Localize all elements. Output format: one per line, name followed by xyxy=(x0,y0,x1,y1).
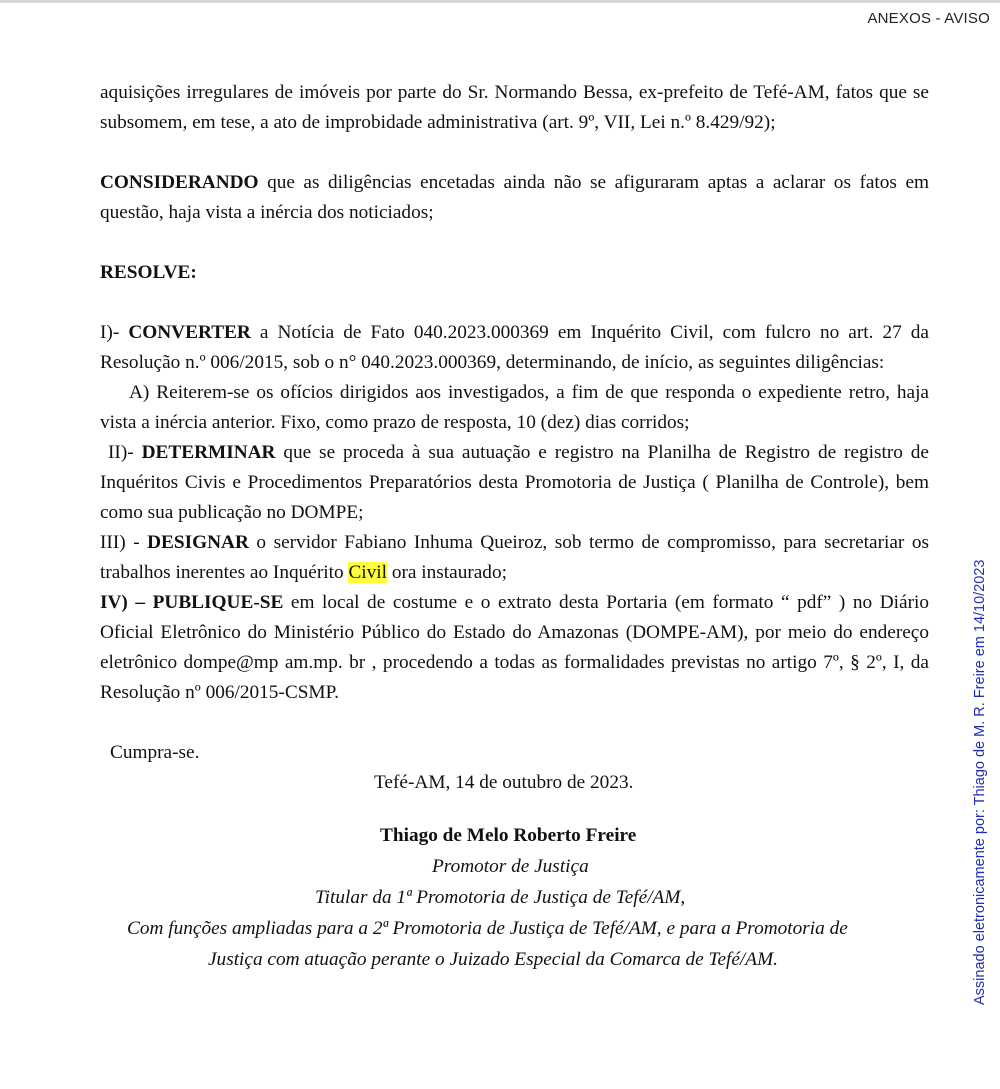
document-body xyxy=(100,78,929,975)
signatory-title: Titular da 1ª Promotoria de Justiça de Tefé/AM, xyxy=(315,887,686,908)
resolve-label: RESOLVE: xyxy=(100,262,197,283)
highlighted-word: Civil xyxy=(348,562,388,583)
top-border xyxy=(0,0,1000,3)
date-line: Tefé-AM, 14 de outubro de 2023. xyxy=(374,772,634,793)
section-header: ANEXOS - AVISO xyxy=(867,10,990,27)
item-iii-verb: DESIGNAR xyxy=(147,532,249,553)
item-iii-text-end: ora instaurado; xyxy=(387,562,507,583)
paragraph-considerando xyxy=(100,168,929,228)
signatory-functions: Com funções ampliadas para a 2ª Promotoria de Justiça de Tefé/AM, e para a Promotoria de xyxy=(127,918,848,939)
item-i-verb: CONVERTER xyxy=(128,322,251,343)
item-ii-verb: DETERMINAR xyxy=(141,442,276,463)
item-iii xyxy=(100,528,929,588)
item-iv-verb: IV) – PUBLIQUE-SE xyxy=(100,592,284,613)
item-ii-prefix: II)- xyxy=(108,442,142,463)
item-a: A) Reiterem-se os ofícios dirigidos aos investigados, a fim de que responda o expediente retro, haja vista a inércia anterior. Fixo, como prazo de resposta, 10 (dez) dias corridos; xyxy=(100,382,929,433)
item-iv xyxy=(100,588,929,708)
cumpra-se: Cumpra-se. xyxy=(110,742,200,763)
electronic-signature-stamp: Assinado eletronicamente por: Thiago de M. R. Freire em 14/10/2023 xyxy=(972,559,988,1005)
paragraph-intro: aquisições irregulares de imóveis por parte do Sr. Normando Bessa, ex-prefeito de Tefé-AM, fatos que se subsomem, em tese, a ato de improbidade administrativa (art. 9º, VII, Lei n.º 8.429/92); xyxy=(100,82,929,133)
signature-block xyxy=(100,820,929,975)
item-i-prefix: I)- xyxy=(100,322,129,343)
item-iii-prefix: III) - xyxy=(100,532,148,553)
signatory-functions-cont: Justiça com atuação perante o Juizado Especial da Comarca de Tefé/AM. xyxy=(208,949,778,970)
item-ii-text: que se proceda à sua autuação e registro na Planilha de Registro de registro de Inquéritos Civis e Procedimentos Preparatórios desta Promotoria de Justiça ( Planilha de Controle), bem como sua publicação no DOMPE; xyxy=(100,442,929,523)
signatory-role: Promotor de Justiça xyxy=(432,856,589,877)
signatory-name: Thiago de Melo Roberto Freire xyxy=(380,825,637,846)
considerando-text: que as diligências encetadas ainda não se afiguraram aptas a aclarar os fatos em questão, haja vista a inércia dos noticiados; xyxy=(100,172,929,223)
item-iv-text: em local de costume e o extrato desta Portaria (em formato “ pdf” ) no Diário Oficial Eletrônico do Ministério Público do Estado do Amazonas (DOMPE-AM), por meio do endereço eletrônico dompe@mp am.mp. br , procedendo a todas as formalidades previstas no artigo 7º, § 2º, I, da Resolução nº 006/2015-CSMP. xyxy=(100,592,930,703)
item-i-text: a Notícia de Fato 040.2023.000369 em Inquérito Civil, com fulcro no art. 27 da Resolução n.º 006/2015, sob o n° 040.2023.000369, determinando, de início, as seguintes diligências: xyxy=(100,322,929,373)
item-i xyxy=(100,318,929,378)
considerando-label: CONSIDERANDO xyxy=(100,172,259,193)
item-iii-text: o servidor Fabiano Inhuma Queiroz, sob termo de compromisso, para secretariar os trabalhos inerentes ao Inquérito xyxy=(100,532,930,583)
item-ii xyxy=(100,438,929,528)
resolve-heading xyxy=(100,258,929,288)
